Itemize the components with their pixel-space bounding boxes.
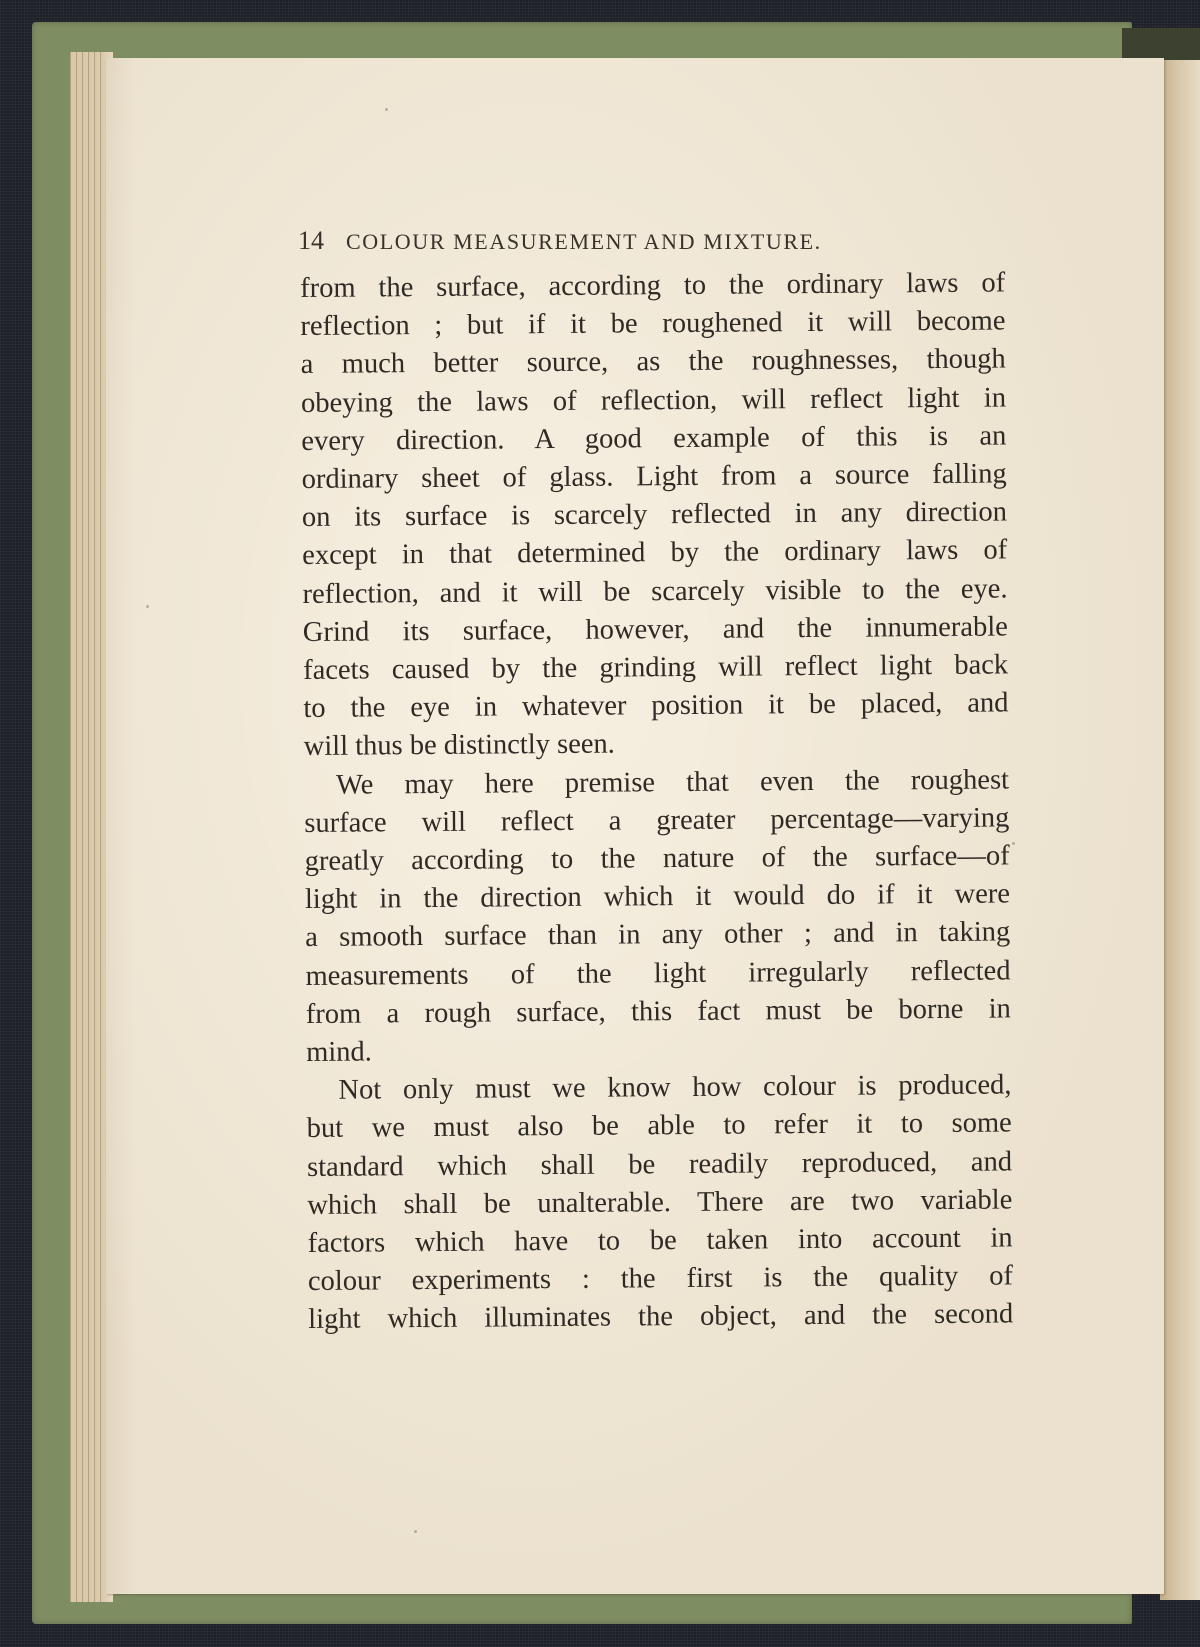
paragraph-3 — [306, 1067, 1013, 1340]
paper-speck — [146, 605, 149, 608]
text-line: reflection ; but if it be roughened it will become — [300, 305, 1006, 343]
text-line: Not only must we know how colour is produced, — [338, 1069, 1012, 1106]
text-line: but we must also be able to refer it to some — [306, 1107, 1012, 1145]
text-line: Grind its surface, however, and the innumerable — [302, 611, 1008, 648]
body-text — [300, 264, 1013, 1339]
text-line: factors which have to be taken into account in — [307, 1222, 1013, 1260]
page-number: 14 — [298, 226, 324, 255]
text-line: reflection, and it will be scarcely visible to the eye. — [302, 573, 1008, 610]
text-line: from the surface, according to the ordinary laws of — [300, 267, 1006, 304]
text-line: colour experiments : the first is the quality of — [307, 1260, 1014, 1298]
text-line: facets caused by the grinding will reflect light back — [303, 649, 1009, 687]
paragraph-1 — [300, 264, 1009, 766]
text-line: except in that determined by the ordinary laws of — [302, 534, 1008, 572]
text-line: a much better source, as the roughnesses, though — [300, 343, 1006, 381]
text-line: which shall be unalterable. There are two variable — [307, 1184, 1013, 1221]
paper-speck — [1012, 842, 1015, 845]
text-line: ordinary sheet of glass. Light from a source falling — [301, 458, 1007, 496]
paper-speck — [414, 1530, 417, 1533]
text-line: every direction. A good example of this is an — [301, 420, 1007, 457]
text-line: surface will reflect a greater percentage—varying — [304, 802, 1010, 839]
text-line: mind. — [306, 1036, 372, 1069]
paper-speck — [385, 108, 388, 111]
text-line: a smooth surface than in any other ; and in taking — [305, 916, 1011, 954]
facing-page-edge — [1160, 60, 1200, 1600]
running-head — [298, 226, 988, 256]
text-line: light which illuminates the object, and the second — [308, 1298, 1014, 1336]
text-line: from a rough surface, this fact must be borne in — [305, 993, 1011, 1030]
text-line: standard which shall be readily reproduced, and — [306, 1146, 1013, 1183]
text-line: will thus be distinctly seen. — [303, 728, 615, 763]
text-line: to the eye in whatever position it be placed, and — [303, 687, 1009, 725]
text-line: obeying the laws of reflection, will reflect light in — [300, 382, 1007, 419]
text-line: measurements of the light irregularly reflected — [305, 955, 1011, 992]
running-head-title: COLOUR MEASUREMENT AND MIXTURE. — [346, 229, 822, 254]
paragraph-2 — [304, 761, 1011, 1072]
text-line: greatly according to the nature of the surface—of — [304, 840, 1010, 878]
text-line: on its surface is scarcely reflected in any direction — [301, 496, 1008, 534]
text-line: We may here premise that even the roughest — [335, 764, 1010, 801]
text-line: light in the direction which it would do if it were — [304, 878, 1011, 916]
